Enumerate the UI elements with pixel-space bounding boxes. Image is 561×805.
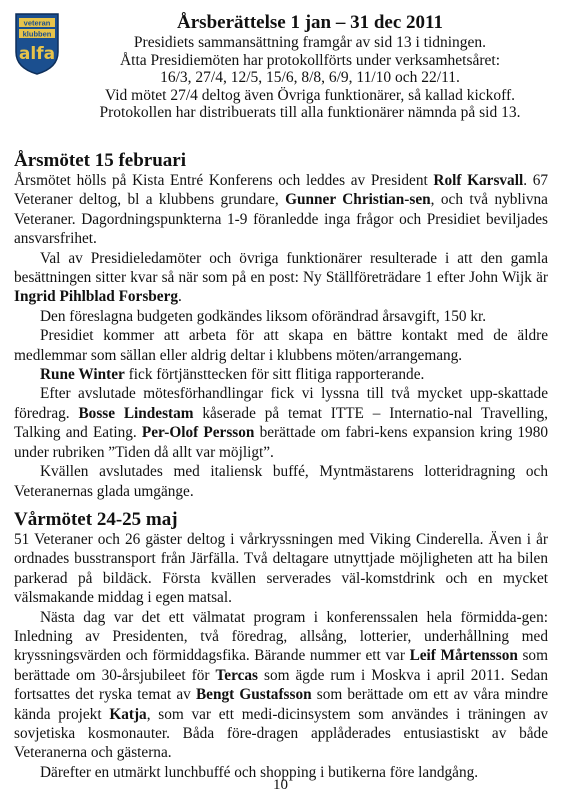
paragraph: 51 Veteraner och 26 gäster deltog i vårkryssningen med Viking Cinderella. Även i år ordnades busstransport från Järfälla. Två deltagare utnyttjade möjligheten att ha bilen parkerad på bildäck. Första kvällen serverades väl-komstdrink och en mycket välsmakande middag i egen matsal.: [14, 530, 548, 607]
paragraph: Val av Presidieledamöter och övriga funktionärer resulterade i att den gamla besättningen sitter kvar så när som på en post: Ny Ställföreträdare 1 efter John Wijk är Ingrid Pihlblad Forsberg.: [14, 249, 548, 306]
header-line: Protokollen har distribuerats till alla funktionärer nämnda på sid 13.: [99, 104, 521, 121]
svg-text:klubben: klubben: [22, 29, 52, 39]
person-name: Ingrid Pihlblad Forsberg: [14, 288, 179, 306]
person-name: Bosse Lindestam: [78, 404, 194, 422]
article-body: [14, 150, 548, 782]
svg-text:alfa: alfa: [18, 44, 56, 64]
paragraph: Nästa dag var det ett välmatat program i konferenssalen hela förmidda-gen: Inledning av Presidenten, två föredrag, allsång, lotterier, underhållning med kryssningsvärden och förmiddagsfika. Bärande nummer ett var Leif Mårtensson som berättade om 30-årsjubileet för Tercas som ägde rum i Moskva i april 2011. Sedan fortsattes det ryska temat av Bengt Gustafsson som berättade om ett av våra mindre kända projekt Katja, som var ett medi-dicinsystem som användes i träningen av sovjetiska kosmonauter. Båda före-dragen applåderades entusiastiskt av både Veteranerna och gästerna.: [14, 608, 548, 762]
section-heading-spring-meeting: Vårmötet 24-25 maj: [14, 508, 178, 530]
paragraph: Årsmötet hölls på Kista Entré Konferens och leddes av President Rolf Karsvall. 67 Veteraner deltog, bl a klubbens grundare, Gunner Christian-sen, och två nyblivna Veteraner. Dagordningspunkterna 1-9 föranledde inga frågor och Presidiet beviljades ansvarsfrihet.: [14, 172, 548, 248]
paragraph: Rune Winter fick förtjänsttecken för sitt flitiga rapporterande.: [40, 366, 425, 384]
page-title: Årsberättelse 1 jan – 31 dec 2011: [177, 12, 443, 33]
project-name: Katja: [109, 705, 147, 723]
svg-text:veteran: veteran: [23, 18, 51, 28]
person-name: Per-Olof Persson: [141, 424, 255, 442]
paragraph: Efter avslutade mötesförhandlingar fick vi lyssna till två mycket upp-skattade föredrag. Bosse Lindestam kåserade på temat ITTE – Internatio-nal Travelling, Talking and Eating. Per-Olof Persson berättade om fabri-kens expansion kring 1980 under rubriken ”Tiden då allt var möjligt”.: [14, 385, 548, 461]
paragraph: Kvällen avslutades med italiensk buffé, Myntmästarens lotteridragning och Veteranernas glada umgänge.: [14, 463, 548, 500]
annual-report-header: [70, 12, 550, 122]
header-line: Vid mötet 27/4 deltog även Övriga funktionärer, så kallad kickoff.: [104, 86, 516, 104]
header-line: Åtta Presidiemöten har protokollförts under verksamhetsåret:: [119, 51, 501, 69]
person-name: Gunner Christian-sen: [285, 191, 431, 209]
header-line: Presidiets sammansättning framgår av sid 13 i tidningen.: [133, 34, 487, 51]
veteranklubben-alfa-logo: [14, 12, 60, 76]
project-name: Tercas: [215, 666, 258, 684]
header-line: 16/3, 27/4, 12/5, 15/6, 8/8, 6/9, 11/10 och 22/11.: [160, 69, 460, 86]
person-name: Leif Mårtensson: [409, 647, 518, 665]
page-number: 10: [273, 777, 288, 793]
paragraph: Den föreslagna budgeten godkändes liksom oförändrad årsavgift, 150 kr.: [40, 307, 487, 325]
paragraph: Presidiet kommer att arbeta för att skapa en bättre kontakt med de äldre medlemmar som sällan eller aldrig deltar i klubbens möten/arrangemang.: [14, 327, 548, 364]
section-heading-annual-meeting: Årsmötet 15 februari: [14, 150, 187, 171]
paragraph: Därefter en utmärkt lunchbuffé och shopping i butikerna före landgång.: [40, 763, 479, 781]
person-name: Rune Winter: [40, 366, 125, 384]
person-name: Bengt Gustafsson: [195, 686, 312, 704]
person-name: Rolf Karsvall: [433, 172, 524, 189]
